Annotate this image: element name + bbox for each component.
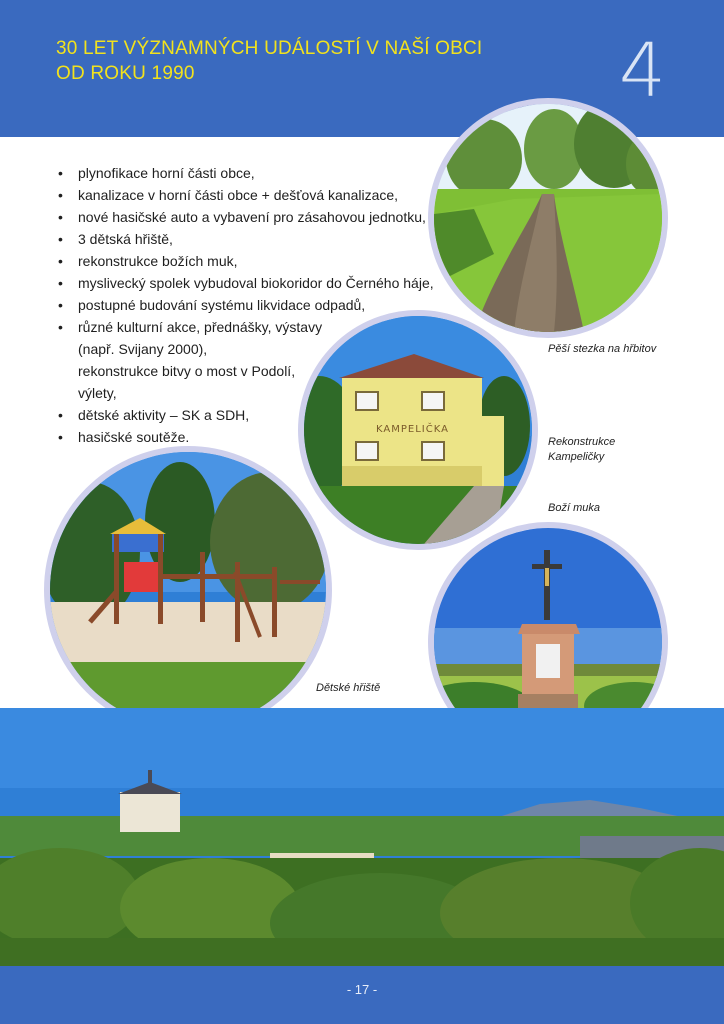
- caption-cross: Boží muka: [548, 502, 600, 514]
- list-item-text: nové hasičské auto a vybavení pro zásahovou jednotku,: [78, 209, 426, 225]
- list-item: [58, 272, 438, 294]
- photo-playground: [44, 446, 332, 734]
- sign-text: KAMPELIČKA: [376, 424, 449, 435]
- page-number: - 17 -: [346, 982, 378, 997]
- list-item-text: 3 dětská hřiště,: [78, 231, 173, 247]
- list-item: [58, 184, 438, 206]
- caption-building: Rekonstrukce Kampeličky: [548, 436, 616, 463]
- list-item-detail: (např. Svijany 2000), rekonstrukce bitvy o most v Podolí, výlety,: [78, 341, 296, 401]
- photo-path: [428, 98, 668, 338]
- page-header: [0, 0, 724, 137]
- list-item: [58, 250, 438, 272]
- list-item: [58, 206, 438, 228]
- chapter-number: 4: [618, 28, 666, 114]
- list-item-text: rekonstrukce božích muk,: [78, 253, 238, 269]
- list-item-text: myslivecký spolek vybudoval biokoridor do Černého háje,: [78, 275, 434, 291]
- list-item: [58, 228, 438, 250]
- list-item-text: postupné budování systému likvidace odpadů,: [78, 297, 366, 313]
- list-item-text: kanalizace v horní části obce + dešťová kanalizace,: [78, 187, 399, 203]
- photo-building: [298, 310, 538, 550]
- list-item: [58, 294, 438, 316]
- page-footer: [0, 966, 724, 1024]
- caption-playground: Dětské hřiště: [316, 682, 381, 694]
- list-item-text: plynofikace horní části obce,: [78, 165, 255, 181]
- list-item-text: hasičské soutěže.: [78, 429, 190, 445]
- list-item-text: různé kulturní akce, přednášky, výstavy: [78, 319, 323, 335]
- page-title: 30 LET VÝZNAMNÝCH UDÁLOSTÍ V NAŠÍ OBCI OD ROKU 1990: [56, 38, 483, 84]
- caption-path: Pěší stezka na hřbitov: [548, 343, 657, 355]
- list-item: [58, 162, 438, 184]
- village-panorama: [0, 708, 724, 966]
- list-item-text: dětské aktivity – SK a SDH,: [78, 407, 250, 423]
